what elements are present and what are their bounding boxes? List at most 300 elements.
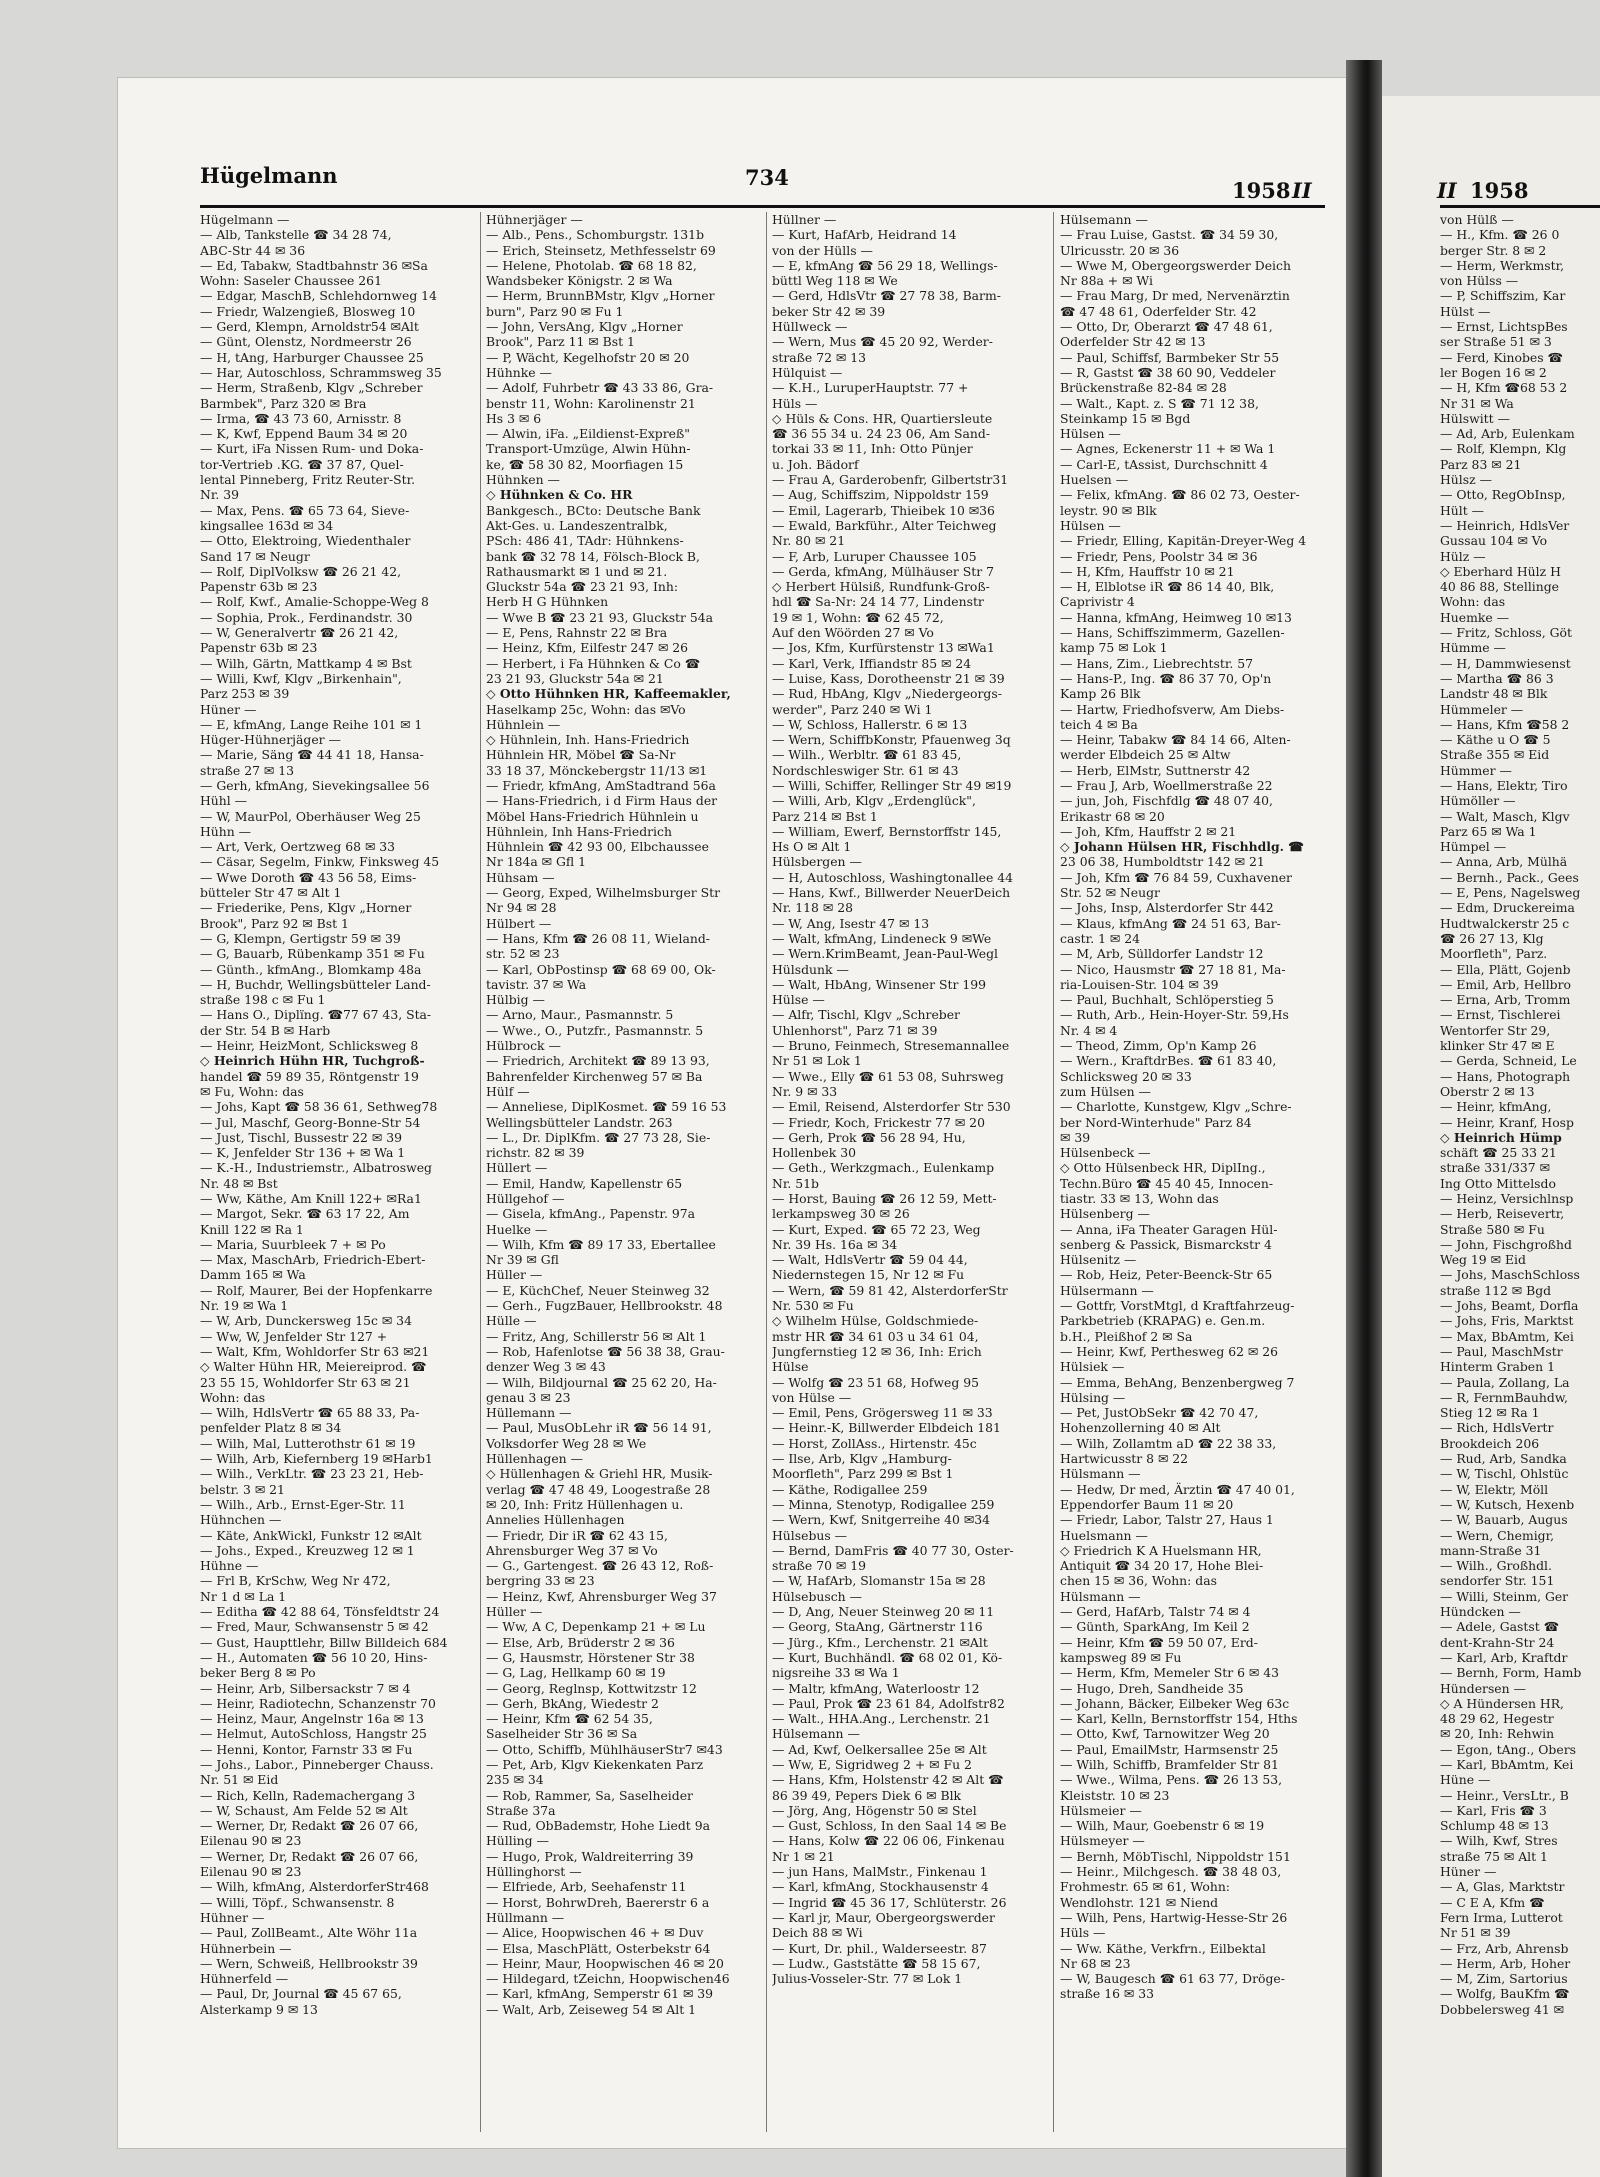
directory-entry-line: kingsallee 163d ✉ 34 [200, 517, 334, 533]
directory-entry-line: — Otto, Schiffb, MühlhäuserStr7 ✉43 [486, 1741, 723, 1757]
directory-entry-line: Uhlenhorst", Parz 71 ✉ 39 [772, 1022, 938, 1038]
directory-entry-line: — Herbert, i Fa Hühnken & Co ☎ [486, 655, 701, 671]
directory-entry-line: — Wern., KraftdrBes. ☎ 61 83 40, [1060, 1053, 1277, 1069]
directory-entry-line: Oberstr 2 ✉ 13 [1440, 1083, 1535, 1099]
directory-entry-line: — Wilh, Zollamtm aD ☎ 22 38 33, [1060, 1435, 1277, 1451]
directory-entry-line: kamp 75 ✉ Lok 1 [1060, 640, 1168, 656]
directory-entry-line: — L., Dr. DiplKfm. ☎ 27 73 28, Sie- [486, 1129, 711, 1145]
directory-entry-line: — Hans, Kfm ☎58 2 [1440, 716, 1570, 732]
directory-entry-line: — Gerh, Prok ☎ 56 28 94, Hu, [772, 1129, 966, 1145]
directory-entry-line: Nr 1 ✉ 21 [772, 1848, 835, 1864]
directory-entry-line: Hülsermann — [1060, 1282, 1154, 1298]
directory-entry-line: — Heinr, Radiotechn, Schanzenstr 70 [200, 1695, 436, 1711]
directory-entry-line: Haselkamp 25c, Wohn: das ✉Vo [486, 701, 686, 717]
directory-entry-line: — P, Wächt, Kegelhofstr 20 ✉ 20 [486, 349, 690, 365]
directory-entry-line: klinker Str 47 ✉ E [1440, 1038, 1555, 1054]
directory-entry-line: — F, Arb, Luruper Chaussee 105 [772, 548, 977, 564]
directory-entry-line: Rathausmarkt ✉ 1 und ✉ 21. [486, 563, 668, 579]
directory-entry-line: — Frz, Arb, Ahrensb [1440, 1940, 1569, 1956]
directory-entry-line: von Hülse — [772, 1389, 852, 1405]
directory-entry-line: — Aug, Schiffszim, Nippoldstr 159 [772, 487, 989, 503]
next-page-year: 1958 [1470, 178, 1529, 203]
directory-entry-line: — Herm, BrunnBMstr, Klgv „Horner [486, 288, 715, 304]
directory-entry-line: — Emil, Lagerarb, Thieibek 10 ✉36 [772, 502, 995, 518]
directory-entry-line: Hühnlein HR, Möbel ☎ Sa-Nr [486, 747, 676, 763]
directory-entry-line: Hüller — [486, 1604, 543, 1620]
directory-entry-line: ◇ Hühnken & Co. HR [486, 487, 633, 503]
directory-entry-line: ◇ A Hündersen HR, [1440, 1695, 1564, 1711]
directory-entry-line: werder", Parz 240 ✉ Wi 1 [772, 701, 933, 717]
directory-entry-line: Parz 65 ✉ Wa 1 [1440, 823, 1537, 839]
directory-entry-line: Barmbek", Parz 320 ✉ Bra [200, 395, 367, 411]
directory-entry-line: — Sophia, Prok., Ferdinandstr. 30 [200, 609, 413, 625]
directory-entry-line: — Johs, Kapt ☎ 58 36 61, Sethweg78 [200, 1099, 438, 1115]
directory-entry-line: Nr 51 ✉ Lok 1 [772, 1053, 862, 1069]
directory-entry-line: — John, Fischgroßhd [1440, 1236, 1572, 1252]
directory-entry-line: — Wilh., VerkLtr. ☎ 23 23 21, Heb- [200, 1466, 424, 1482]
directory-entry-line: — Heinr, Kfm ☎ 62 54 35, [486, 1711, 653, 1727]
directory-entry-line: Annelies Hüllenhagen [486, 1512, 625, 1528]
directory-entry-line: — Gerh., FugzBauer, Hellbrookstr. 48 [486, 1298, 723, 1314]
directory-entry-line: Parz 214 ✉ Bst 1 [772, 808, 878, 824]
directory-entry-line: — Ww, W, Jenfelder Str 127 + [200, 1328, 388, 1344]
directory-entry-line: Nr. 51b [772, 1175, 819, 1191]
directory-entry-line: — Emil, Handw, Kapellenstr 65 [486, 1175, 683, 1191]
directory-entry-line: Ulricusstr. 20 ✉ 36 [1060, 242, 1180, 258]
directory-entry-line: ◇ Hüllenhagen & Griehl HR, Musik- [486, 1466, 713, 1482]
directory-entry-line: Nr 31 ✉ Wa [1440, 395, 1514, 411]
directory-entry-line: Ahrensburger Weg 37 ✉ Vo [486, 1542, 658, 1558]
directory-entry-line: — R, FernmBauhdw, [1440, 1389, 1568, 1405]
directory-entry-line: straße 331/337 ✉ [1440, 1160, 1550, 1176]
directory-entry-line: Kleiststr. 10 ✉ 23 [1060, 1787, 1170, 1803]
directory-entry-line: — Kurt, Buchhändl. ☎ 68 02 01, Kö- [772, 1649, 1003, 1665]
directory-entry-line: Oderfelder Str 42 ✉ 13 [1060, 334, 1206, 350]
directory-entry-line: — Frau A, Garderobenfr, Gilbertstr31 [772, 472, 1009, 488]
directory-entry-line: — Werner, Dr, Redakt ☎ 26 07 66, [200, 1818, 419, 1834]
directory-entry-line: Hülbig — [486, 992, 545, 1008]
directory-entry-line: — Rolf, Kwf., Amalie-Schoppe-Weg 8 [200, 594, 429, 610]
directory-entry-line: teich 4 ✉ Ba [1060, 716, 1138, 732]
directory-entry-line: — Johs, MaschSchloss [1440, 1267, 1580, 1283]
directory-entry-line: — Ww, A C, Depenkamp 21 + ✉ Lu [486, 1619, 706, 1635]
directory-entry-line: — Kurt, HafArb, Heidrand 14 [772, 227, 957, 243]
directory-entry-line: Akt-Ges. u. Landeszentralbk, [486, 517, 668, 533]
directory-entry-line: von der Hülls — [772, 242, 873, 258]
directory-entry-line: 23 06 38, Humboldtstr 142 ✉ 21 [1060, 854, 1265, 870]
directory-entry-line: Hühnke — [486, 364, 552, 380]
adjacent-page-column [1440, 212, 1600, 2142]
directory-entry-line: ◇ Johann Hülsen HR, Fischhdlg. ☎ [1060, 839, 1304, 855]
directory-entry-line: Hümme — [1440, 640, 1506, 656]
directory-entry-line: Nr 51 ✉ 39 [1440, 1925, 1511, 1941]
directory-entry-line: mstr HR ☎ 34 61 03 u 34 61 04, [772, 1328, 979, 1344]
directory-entry-line: Weg 19 ✉ Eid [1440, 1252, 1526, 1268]
directory-entry-line: ◇ Hüls & Cons. HR, Quartiersleute [772, 410, 993, 426]
directory-column-3 [772, 212, 1048, 2142]
directory-entry-line: — Ad, Kwf, Oelkersallee 25e ✉ Alt [772, 1741, 987, 1757]
directory-entry-line: — Gisela, kfmAng., Papenstr. 97a [486, 1206, 695, 1222]
directory-entry-line: Hülsbergen — [772, 854, 862, 870]
directory-entry-line: — Friedr, kfmAng, AmStadtrand 56a [486, 777, 716, 793]
directory-entry-line: — Ludw., Gaststätte ☎ 58 15 67, [772, 1955, 981, 1971]
directory-entry-line: — G, Bauarb, Rübenkamp 351 ✉ Fu [200, 946, 425, 962]
directory-entry-line: — Alfr, Tischl, Klgv „Schreber [772, 1007, 960, 1023]
directory-entry-line: — Rolf, Klempn, Klg [1440, 441, 1567, 457]
directory-entry-line: — Rob, Rammer, Sa, Saselheider [486, 1787, 693, 1803]
directory-entry-line: Parz 253 ✉ 39 [200, 686, 290, 702]
directory-entry-line: ◇ Heinrich Hümp [1440, 1129, 1562, 1145]
directory-entry-line: PSch: 486 41, TAdr: Hühnkens- [486, 533, 684, 549]
directory-entry-line: — H, Buchdr, Wellingsbütteler Land- [200, 976, 431, 992]
directory-entry-line: — Georg, Exped, Wilhelmsburger Str [486, 885, 721, 901]
directory-entry-line: nigsreihe 33 ✉ Wa 1 [772, 1665, 900, 1681]
directory-entry-line: ◇ Herbert Hülsiß, Rundfunk-Groß- [772, 579, 990, 595]
directory-entry-line: — Otto, Elektroing, Wiedenthaler [200, 533, 411, 549]
directory-entry-line: hdl ☎ Sa-Nr: 24 14 77, Lindenstr [772, 594, 984, 610]
directory-entry-line: — Wern, Chemigr, [1440, 1527, 1555, 1543]
running-head-name: Hügelmann [200, 163, 338, 188]
directory-entry-line: — Hugo, Dreh, Sandheide 35 [1060, 1680, 1244, 1696]
directory-entry-line: — Heinr., VersLtr., B [1440, 1787, 1569, 1803]
directory-entry-line: — Hans, Kolw ☎ 22 06 06, Finkenau [772, 1833, 1005, 1849]
directory-entry-line: — Friedr, Koch, Frickestr 77 ✉ 20 [772, 1114, 985, 1130]
column-divider [480, 212, 481, 2132]
directory-entry-line: — Fritz, Schloss, Göt [1440, 625, 1572, 641]
directory-entry-line: — Käte, AnkWickl, Funkstr 12 ✉Alt [200, 1527, 422, 1543]
directory-entry-line: — Wern, Schweiß, Hellbrookstr 39 [200, 1955, 418, 1971]
directory-entry-line: — M, Arb, Sülldorfer Landstr 12 [1060, 946, 1264, 962]
directory-entry-line: — Heinr., Milchgesch. ☎ 38 48 03, [1060, 1864, 1282, 1880]
page-number: 734 [745, 165, 789, 190]
directory-entry-line: ABC-Str 44 ✉ 36 [200, 242, 306, 258]
directory-entry-line: — K.H., LuruperHauptstr. 77 + [772, 380, 969, 396]
directory-entry-line: Bankgesch., BCto: Deutsche Bank [486, 502, 701, 518]
directory-entry-line: Hülsmeyer — [1060, 1833, 1145, 1849]
directory-entry-line: Hülswitt — [1440, 410, 1510, 426]
directory-entry-line: Hüls — [1060, 1925, 1106, 1941]
directory-entry-line: — Heinr, Tabakw ☎ 84 14 66, Alten- [1060, 732, 1291, 748]
directory-entry-line: Hühl — [200, 793, 248, 809]
directory-entry-line: beker Str 42 ✉ 39 [772, 303, 886, 319]
directory-entry-line: Schlicksweg 20 ✉ 33 [1060, 1068, 1192, 1084]
directory-entry-line: — Ferd, Kinobes ☎ [1440, 349, 1563, 365]
directory-entry-line: — Else, Arb, Brüderstr 2 ✉ 36 [486, 1634, 675, 1650]
directory-entry-line: — R, Gastst ☎ 38 60 90, Veddeler [1060, 364, 1276, 380]
directory-entry-line: Papenstr 63b ✉ 23 [200, 640, 318, 656]
directory-entry-line: Moorfleth", Parz. [1440, 946, 1548, 962]
directory-entry-line: — H, Dammwiesenst [1440, 655, 1571, 671]
directory-entry-line: — H, tAng, Harburger Chaussee 25 [200, 349, 424, 365]
directory-entry-line: — Günt, Olenstz, Nordmeerstr 26 [200, 334, 412, 350]
directory-entry-line: Antiquit ☎ 34 20 17, Hohe Blei- [1060, 1558, 1264, 1574]
directory-entry-line: — Minna, Stenotyp, Rodigallee 259 [772, 1496, 995, 1512]
directory-entry-line: penfelder Platz 8 ✉ 34 [200, 1420, 342, 1436]
directory-entry-line: chen 15 ✉ 36, Wohn: das [1060, 1573, 1217, 1589]
directory-entry-line: Niedernstegen 15, Nr 12 ✉ Fu [772, 1267, 965, 1283]
directory-entry-line: — Wilh, Gärtn, Mattkamp 4 ✉ Bst [200, 655, 412, 671]
directory-entry-line: Hüllenhagen — [486, 1451, 583, 1467]
directory-entry-line: Hülsen — [1060, 517, 1121, 533]
directory-entry-line: — Johs., Labor., Pinneberger Chauss. [200, 1756, 434, 1772]
next-page-volume: II [1437, 178, 1457, 203]
directory-entry-line: — Maltr, kfmAng, Waterloostr 12 [772, 1680, 980, 1696]
directory-entry-line: Hülse — [772, 992, 825, 1008]
directory-entry-line: Saselheider Str 36 ✉ Sa [486, 1726, 638, 1742]
directory-entry-line: — Walt, Masch, Klgv [1440, 808, 1570, 824]
directory-entry-line: — Karl, ObPostinsp ☎ 68 69 00, Ok- [486, 961, 716, 977]
directory-entry-line: Brook", Parz 92 ✉ Bst 1 [200, 915, 349, 931]
directory-entry-line: Hümpel — [1440, 839, 1507, 855]
directory-entry-line: — Wwe., Elly ☎ 61 53 08, Suhrsweg [772, 1068, 1004, 1084]
directory-entry-line: — A, Glas, Marktstr [1440, 1879, 1565, 1895]
directory-entry-line: schäft ☎ 25 33 21 [1440, 1145, 1557, 1161]
directory-entry-line: Hs O ✉ Alt 1 [772, 839, 852, 855]
directory-entry-line: — W, Kutsch, Hexenb [1440, 1496, 1575, 1512]
directory-entry-line: Hartwicusstr 8 ✉ 22 [1060, 1451, 1189, 1467]
directory-entry-line: Hüger-Hühnerjäger — [200, 732, 341, 748]
directory-entry-line: — Friedr, Dir iR ☎ 62 43 15, [486, 1527, 668, 1543]
directory-entry-line: — H, Autoschloss, Washingtonallee 44 [772, 869, 1014, 885]
directory-entry-line: Caprivistr 4 [1060, 594, 1135, 610]
directory-entry-line: Jungfernstieg 12 ✉ 36, Inh: Erich [772, 1343, 982, 1359]
directory-entry-line: Hülf — [486, 1083, 530, 1099]
directory-entry-line: — Wwe., Wilma, Pens. ☎ 26 13 53, [1060, 1772, 1283, 1788]
directory-entry-line: — Ww, Käthe, Am Knill 122+ ✉Ra1 [200, 1191, 422, 1206]
directory-entry-line: Wohn: das [200, 1389, 266, 1405]
directory-entry-line: — Heinr.-K, Billwerder Elbdeich 181 [772, 1420, 1001, 1436]
directory-entry-line: — Pet, Arb, Klgv Kiekenkaten Parz [486, 1756, 704, 1772]
directory-entry-line: Hülse [772, 1359, 809, 1375]
directory-entry-line: — Theod, Zimm, Op'n Kamp 26 [1060, 1038, 1257, 1054]
directory-entry-line: Hümmer — [1440, 762, 1512, 778]
directory-entry-line: 19 ✉ 1, Wohn: ☎ 62 45 72, [772, 609, 944, 625]
directory-entry-line: berger Str. 8 ✉ 2 [1440, 242, 1547, 258]
directory-entry-line: torkai 33 ✉ 11, Inh: Otto Pünjer [772, 441, 973, 457]
directory-entry-line: — Fritz, Ang, Schillerstr 56 ✉ Alt 1 [486, 1328, 707, 1344]
directory-entry-line: Hülsemann — [1060, 212, 1148, 227]
directory-entry-line: — Georg, StaAng, Gärtnerstr 116 [772, 1619, 983, 1635]
directory-entry-line: Alsterkamp 9 ✉ 13 [200, 2001, 318, 2017]
directory-entry-line: ◇ Otto Hühnken HR, Kaffeemakler, [486, 686, 731, 702]
directory-entry-line: ✉ 20, Inh: Fritz Hüllenhagen u. [486, 1496, 684, 1512]
directory-entry-line: Moorfleth", Parz 299 ✉ Bst 1 [772, 1466, 954, 1482]
directory-entry-line: Hündcken — [1440, 1604, 1521, 1620]
directory-entry-line: — Günth, SparkAng, Im Keil 2 [1060, 1619, 1250, 1635]
directory-entry-line: — Georg, Reglnsp, Kottwitzstr 12 [486, 1680, 697, 1696]
directory-entry-line: Hühnlein ☎ 42 93 00, Elbchaussee [486, 839, 709, 855]
directory-entry-line: Wendlohstr. 121 ✉ Niend [1060, 1894, 1219, 1910]
directory-entry-line: — C E A, Kfm ☎ [1440, 1894, 1545, 1910]
directory-entry-line: Hülle — [486, 1313, 537, 1329]
directory-entry-line: Nr 1 d ✉ La 1 [200, 1588, 287, 1604]
directory-entry-line: — Heinr, kfmAng, [1440, 1099, 1552, 1115]
directory-entry-line: — Ewald, Barkführ., Alter Teichweg [772, 517, 997, 533]
directory-entry-line: — jun Hans, MalMstr., Finkenau 1 [772, 1864, 988, 1880]
directory-entry-line: — Herm, Kfm, Memeler Str 6 ✉ 43 [1060, 1665, 1279, 1681]
directory-entry-line: — Herb, ElMstr, Suttnerstr 42 [1060, 762, 1251, 778]
directory-entry-line: — W, Schloss, Hallerstr. 6 ✉ 13 [772, 716, 968, 732]
directory-entry-line: Hinterm Graben 1 [1440, 1359, 1555, 1375]
directory-entry-line: — G, Hausmstr, Hörstener Str 38 [486, 1649, 695, 1665]
directory-entry-line: straße 70 ✉ 19 [772, 1558, 866, 1574]
directory-entry-line: — Hartw, Friedhofsverw, Am Diebs- [1060, 701, 1285, 717]
directory-entry-line: Hülsmann — [1060, 1466, 1141, 1482]
directory-entry-line: — Anna, Arb, Mülhä [1440, 854, 1568, 870]
directory-entry-line: — Willi, Arb, Klgv „Erdenglück", [772, 793, 976, 809]
directory-entry-line: Wohn: das [1440, 594, 1506, 610]
directory-entry-line: ◇ Hühnlein, Inh. Hans-Friedrich [486, 732, 690, 748]
directory-entry-line: — Wern.KrimBeamt, Jean-Paul-Wegl [772, 946, 998, 962]
directory-entry-line: — Paul, Prok ☎ 23 61 84, Adolfstr82 [772, 1695, 1005, 1711]
directory-entry-line: — Marie, Säng ☎ 44 41 18, Hansa- [200, 747, 424, 763]
running-head-volume: II [1292, 178, 1312, 203]
directory-entry-line: — Otto, Kwf, Tarnowitzer Weg 20 [1060, 1726, 1270, 1742]
directory-entry-line: — Wilh, Schiffb, Bramfelder Str 81 [1060, 1756, 1279, 1772]
directory-entry-line: — Heinz, Maur, Angelnstr 16a ✉ 13 [200, 1711, 424, 1727]
header-rule [200, 205, 1325, 208]
directory-entry-line: — Willi, Kwf, Klgv „Birkenhain", [200, 670, 402, 686]
directory-entry-line: — Jürg., Kfm., Lerchenstr. 21 ✉Alt [772, 1634, 988, 1650]
directory-entry-line: — Johs., Exped., Kreuzweg 12 ✉ 1 [200, 1542, 415, 1558]
directory-entry-line: Huemke — [1440, 609, 1510, 625]
directory-entry-line: straße 72 ✉ 13 [772, 349, 866, 365]
directory-entry-line: 86 39 49, Pepers Diek 6 ✉ Blk [772, 1787, 962, 1803]
directory-entry-line: — Friederike, Pens, Klgv „Horner [200, 900, 412, 916]
directory-entry-line: Erikastr 68 ✉ 20 [1060, 808, 1165, 824]
directory-entry-line: Ing Otto Mittelsdo [1440, 1175, 1556, 1191]
directory-entry-line: — Bernh., Pack., Gees [1440, 869, 1579, 885]
directory-entry-line: — Wern, SchiffbKonstr, Pfauenweg 3q [772, 732, 1011, 748]
directory-entry-line: — Paul, MaschMstr [1440, 1343, 1563, 1359]
directory-entry-line: Hühner — [200, 1909, 265, 1925]
directory-entry-line: — Max, Pens. ☎ 65 73 64, Sieve- [200, 502, 410, 518]
directory-entry-line: — Paul, EmailMstr, Harmsenstr 25 [1060, 1741, 1279, 1757]
directory-entry-line: Hüls — [772, 395, 818, 411]
directory-entry-line: Volksdorfer Weg 28 ✉ We [486, 1435, 647, 1451]
directory-entry-line: mann-Straße 31 [1440, 1542, 1542, 1558]
directory-entry-line: — Frl B, KrSchw, Weg Nr 472, [200, 1573, 391, 1589]
directory-entry-line: — Wwe M, Obergeorgswerder Deich [1060, 257, 1291, 273]
directory-entry-line: — Walt, kfmAng, Lindeneck 9 ✉We [772, 930, 992, 946]
directory-entry-line: — K, Kwf, Eppend Baum 34 ✉ 20 [200, 426, 408, 442]
directory-entry-line: — Helmut, AutoSchloss, Hangstr 25 [200, 1726, 427, 1742]
directory-entry-line: — Paul, Dr, Journal ☎ 45 67 65, [200, 1986, 402, 2002]
directory-entry-line: 23 21 93, Gluckstr 54a ✉ 21 [486, 670, 664, 686]
directory-entry-line: Hülbrock — [486, 1038, 561, 1054]
directory-entry-line: — Walt, HbAng, Winsener Str 199 [772, 976, 986, 992]
directory-entry-line: — Irma, ☎ 43 73 60, Arnisstr. 8 [200, 410, 402, 426]
directory-entry-line: — Carl-E, tAssist, Durchschnitt 4 [1060, 456, 1268, 472]
directory-entry-line: Hühnlein, Inh Hans-Friedrich [486, 823, 672, 839]
directory-entry-line: 23 55 15, Wohldorfer Str 63 ✉ 21 [200, 1374, 411, 1390]
directory-entry-line: — Erna, Arb, Tromm [1440, 992, 1571, 1008]
directory-entry-line: — Alb., Pens., Schomburgstr. 131b [486, 227, 704, 243]
directory-entry-line: Hülsenbeck — [1060, 1145, 1151, 1161]
directory-entry-line: — Heinz, Versichlnsp [1440, 1191, 1574, 1206]
directory-entry-line: — Rob, Hafenlotse ☎ 56 38 38, Grau- [486, 1343, 725, 1359]
directory-entry-line: Huelsmann — [1060, 1527, 1148, 1543]
directory-entry-line: benstr 11, Wohn: Karolinenstr 21 [486, 395, 696, 411]
directory-entry-line: — Alwin, iFa. „Eildienst-Expreß" [486, 426, 690, 442]
directory-entry-line: — Werner, Dr, Redakt ☎ 26 07 66, [200, 1848, 419, 1864]
directory-entry-line: — Adele, Gastst ☎ [1440, 1619, 1560, 1635]
directory-entry-line: Hügelmann — [200, 212, 290, 227]
directory-entry-line: Julius-Vosseler-Str. 77 ✉ Lok 1 [772, 1971, 963, 1987]
directory-entry-line: — Wilh., Arb., Ernst-Eger-Str. 11 [200, 1496, 406, 1512]
directory-entry-line: — Ilse, Arb, Klgv „Hamburg- [772, 1451, 952, 1467]
directory-entry-line: — Rolf, Maurer, Bei der Hopfenkarre [200, 1282, 433, 1298]
directory-entry-line: — Paula, Zollang, La [1440, 1374, 1570, 1390]
directory-entry-line: Eilenau 90 ✉ 23 [200, 1864, 302, 1880]
directory-entry-line: — jun, Joh, Fischfdlg ☎ 48 07 40, [1060, 793, 1273, 809]
directory-entry-line: Möbel Hans-Friedrich Hühnlein u [486, 808, 699, 824]
directory-entry-line: Dobbelersweg 41 ✉ [1440, 2001, 1565, 2017]
directory-entry-line: ser Straße 51 ✉ 3 [1440, 334, 1552, 350]
directory-entry-line: Straße 580 ✉ Fu [1440, 1221, 1545, 1237]
directory-entry-line: Nr. 51 ✉ Eid [200, 1772, 279, 1788]
directory-entry-line: werder Elbdeich 25 ✉ Altw [1060, 747, 1231, 763]
directory-entry-line: Hühnlein — [486, 716, 561, 732]
directory-entry-line: Gluckstr 54a ☎ 23 21 93, Inh: [486, 579, 679, 595]
directory-entry-line: — E, Pens, Rahnstr 22 ✉ Bra [486, 625, 668, 641]
directory-entry-line: — H, Kfm ☎68 53 2 [1440, 380, 1568, 396]
directory-entry-line: — Nico, Hausmstr ☎ 27 18 81, Ma- [1060, 961, 1286, 977]
directory-entry-line: Hülquist — [772, 364, 843, 380]
directory-entry-line: — Gerda, Schneid, Le [1440, 1053, 1577, 1069]
directory-entry-line: Hülsebus — [772, 1527, 848, 1543]
directory-entry-line: b.H., Pleißhof 2 ✉ Sa [1060, 1328, 1193, 1344]
directory-entry-line: — Rolf, DiplVolksw ☎ 26 21 42, [200, 563, 402, 579]
directory-entry-line: — Hans-Friedrich, i d Firm Haus der [486, 793, 718, 809]
directory-entry-line: denzer Weg 3 ✉ 43 [486, 1359, 606, 1375]
directory-entry-line: — Kurt, Dr. phil., Walderseestr. 87 [772, 1940, 987, 1956]
directory-entry-line: Hülst — [1440, 303, 1491, 319]
directory-entry-line: beker Berg 8 ✉ Po [200, 1665, 316, 1681]
directory-entry-line: ☎ 26 27 13, Klg [1440, 930, 1544, 946]
directory-entry-line: ◇ Wilhelm Hülse, Goldschmiede- [772, 1313, 979, 1329]
directory-entry-line: von Hülss — [1440, 273, 1519, 289]
directory-entry-line: — W, Generalvertr ☎ 26 21 42, [200, 625, 399, 641]
directory-entry-line: — Horst, Bauing ☎ 26 12 59, Mett- [772, 1191, 997, 1206]
directory-entry-line: — Herm, Straßenb, Klgv „Schreber [200, 380, 423, 396]
directory-entry-line: — Walt, Kfm, Wohldorfer Str 63 ✉21 [200, 1343, 430, 1359]
directory-entry-line: — Ernst, LichtspBes [1440, 319, 1568, 335]
directory-entry-line: — Hanna, kfmAng, Heimweg 10 ✉13 [1060, 609, 1292, 625]
directory-entry-line: 235 ✉ 34 [486, 1772, 544, 1788]
directory-entry-line: leystr. 90 ✉ Blk [1060, 502, 1157, 518]
directory-entry-line: — Ad, Arb, Eulenkam [1440, 426, 1575, 442]
directory-entry-line: — G, Klempn, Gertigstr 59 ✉ 39 [200, 930, 401, 946]
directory-entry-line: büttl Weg 118 ✉ We [772, 273, 898, 289]
directory-entry-line: ◇ Friedrich K A Huelsmann HR, [1060, 1542, 1262, 1558]
directory-entry-line: Hümöller — [1440, 793, 1516, 809]
directory-entry-line: — Editha ☎ 42 88 64, Tönsfeldtstr 24 [200, 1604, 440, 1620]
directory-entry-line: — K, Jenfelder Str 136 + ✉ Wa 1 [200, 1145, 406, 1161]
directory-entry-line: ◇ Otto Hülsenbeck HR, DiplIng., [1060, 1160, 1266, 1176]
directory-entry-line: Hühn — [200, 823, 252, 839]
directory-entry-line: — Walt., Kapt. z. S ☎ 71 12 38, [1060, 395, 1259, 411]
directory-entry-line: — Wilh, kfmAng, AlsterdorferStr468 [200, 1879, 429, 1895]
directory-entry-line: Hüllmann — [486, 1909, 565, 1925]
directory-entry-line: — Ed, Tabakw, Stadtbahnstr 36 ✉Sa [200, 257, 428, 273]
directory-entry-line: — E, kfmAng, Lange Reihe 101 ✉ 1 [200, 716, 423, 732]
directory-entry-line: — Anna, iFa Theater Garagen Hül- [1060, 1221, 1278, 1237]
directory-entry-line: Hühnerjäger — [486, 212, 583, 227]
directory-entry-line: Hudtwalckerstr 25 c [1440, 915, 1570, 931]
directory-entry-line: — Fred, Maur, Schwansenstr 5 ✉ 42 [200, 1619, 429, 1635]
directory-entry-line: — Heinz, Kwf, Ahrensburger Weg 37 [486, 1588, 717, 1604]
